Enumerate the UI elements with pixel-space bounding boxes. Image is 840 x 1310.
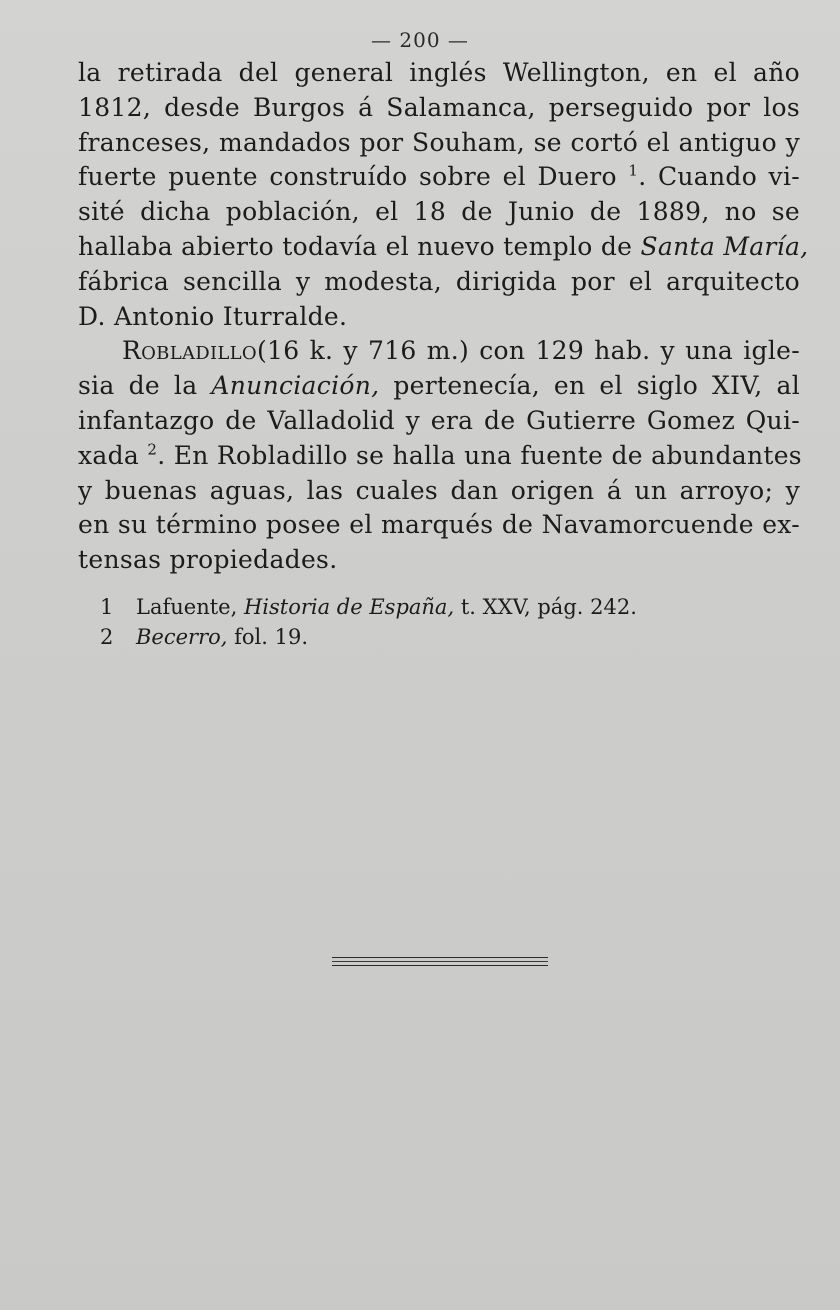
body-line-10 — [78, 369, 800, 404]
body-line-12 — [78, 439, 800, 474]
footnote-ref-2: 2 — [147, 440, 158, 459]
body-line-12-tail: . En Robladillo se halla una fuente de abundantes — [157, 440, 802, 470]
body-line-7: fábrica sencilla y modesta, dirigida por el arquitecto — [78, 266, 800, 296]
body-line-13: y buenas aguas, las cuales dan origen á un arroyo; y — [78, 475, 800, 505]
footnote-1-number: 1 — [100, 595, 114, 619]
footnote-2-ref: fol. 19. — [234, 625, 309, 649]
body-line-12-text: xada — [78, 440, 140, 470]
footnote-2-number: 2 — [100, 625, 114, 649]
body-line-4-text: fuerte puente construído sobre el Duero — [78, 162, 617, 192]
body-line-4 — [78, 160, 800, 195]
body-line-3: franceses, mandados por Souham, se cortó el antiguo y — [78, 127, 800, 157]
body-line-1: la retirada del general inglés Wellington, en el año — [78, 58, 800, 87]
body-line-6 — [78, 230, 809, 265]
footnote-ref-1: 1 — [628, 162, 639, 181]
body-line-9 — [78, 334, 800, 369]
body-line-11: infantazgo de Valladolid y era de Gutierre Gomez Qui- — [78, 405, 800, 435]
footnote-2-title: Becerro, — [136, 625, 228, 649]
body-line-2: 1812, desde Burgos á Salamanca, perseguido por los — [78, 92, 800, 122]
body-line-10-text: sia de la — [78, 371, 198, 401]
italic-anunciacion: Anunciación, — [211, 371, 380, 401]
italic-santa-maria: Santa María, — [640, 231, 809, 261]
footnote-2 — [100, 622, 800, 652]
body-line-5: sité dicha población, el 18 de Junio de 1889, no se — [78, 197, 800, 227]
body-line-8: D. Antonio Iturralde. — [78, 301, 348, 331]
end-rule-middle-line — [332, 961, 548, 962]
body-line-14: en su término posee el marqués de Navamorcuende ex- — [78, 510, 800, 540]
body-line-6-text: hallaba abierto todavía el nuevo templo de — [78, 231, 633, 261]
body-line-9-text: (16 k. y 716 m.) con 129 hab. y una igle- — [256, 336, 800, 366]
smallcaps-robladillo: Robladillo — [122, 336, 257, 366]
footnote-1-title: Historia de España, — [243, 595, 455, 619]
footnote-1 — [100, 592, 800, 622]
page-number: — 200 — — [371, 28, 469, 52]
footnote-1-author: Lafuente, — [136, 595, 238, 619]
body-line-15: tensas propiedades. — [78, 545, 338, 575]
body-line-10-tail: pertenecía, en el siglo XIV, al — [393, 371, 801, 401]
footnote-1-ref: t. XXV, pág. 242. — [460, 595, 637, 619]
body-line-4-tail: . Cuando vi- — [638, 162, 801, 192]
body-text — [78, 56, 809, 578]
footnotes — [100, 592, 800, 652]
